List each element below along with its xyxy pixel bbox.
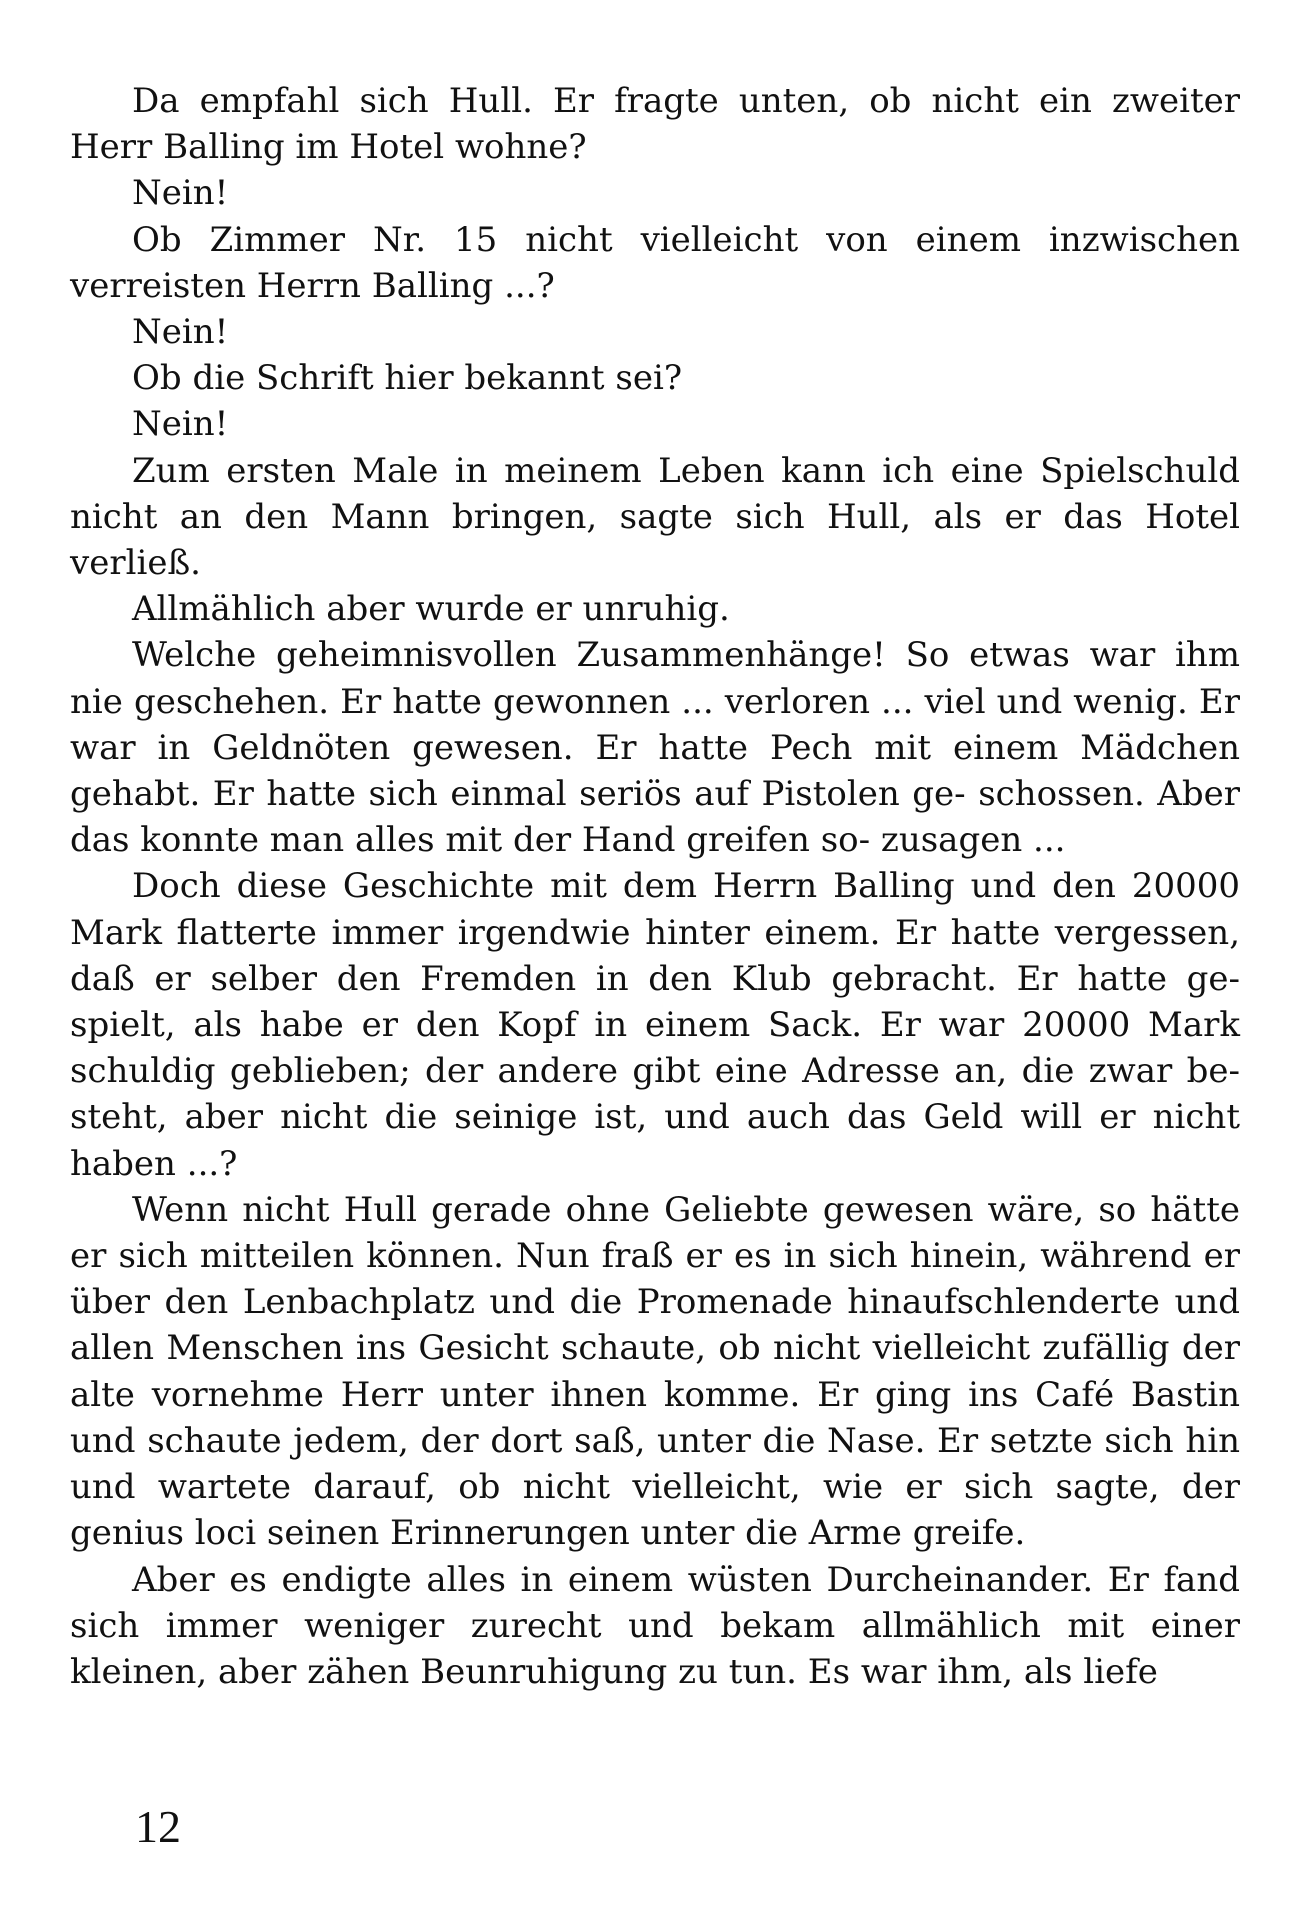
paragraph: Nein! <box>132 312 229 353</box>
page-number: 12 <box>135 1801 181 1852</box>
paragraph: Welche geheimnisvollen Zusammenhänge! So etwas war ihm nie geschehen. Er hatte gewonnen ... verloren ... viel und wenig. Er war in Geldnöten gewesen. Er hatte Pech mit einem Mädchen gehabt. Er hatte sich einmal seriös auf Pistolen ge- schossen. Aber das konnte man alles mit der Hand greifen so- zusagen ... <box>70 635 1240 861</box>
paragraph: Doch diese Geschichte mit dem Herrn Balling und den 20000 Mark flatterte immer irgendwie hinter einem. Er hatte vergessen, daß er selber den Fremden in den Klub gebracht. Er hatte ge- spielt, als habe er den Kopf in einem Sack. Er war 20000 Mark schuldig geblieben; der andere gibt eine Adresse an, die zwar be- steht, aber nicht die seinige ist, und auch das Geld will er nicht haben ...? <box>70 866 1240 1184</box>
paragraph: Da empfahl sich Hull. Er fragte unten, ob nicht ein zweiter Herr Balling im Hotel wohne? <box>70 81 1240 168</box>
paragraph: Nein! <box>132 404 229 445</box>
paragraph: Aber es endigte alles in einem wüsten Durcheinander. Er fand sich immer weniger zurecht und bekam allmählich mit einer kleinen, aber zähen Beunruhigung zu tun. Es war ihm, als liefe <box>70 1559 1240 1692</box>
paragraph: Allmählich aber wurde er unruhig. <box>132 589 730 630</box>
paragraph: Ob die Schrift hier bekannt sei? <box>132 358 683 399</box>
paragraph: Zum ersten Male in meinem Leben kann ich eine Spielschuld nicht an den Mann bringen, sagte sich Hull, als er das Hotel verließ. <box>70 450 1240 584</box>
paragraph: Wenn nicht Hull gerade ohne Geliebte gewesen wäre, so hätte er sich mitteilen können. Nun fraß er es in sich hinein, während er über den Lenbachplatz und die Promenade hinaufschlenderte und allen Menschen ins Gesicht schaute, ob nicht vielleicht zufällig der alte vornehme Herr unter ihnen komme. Er ging ins Café Bastin und schaute jedem, der dort saß, unter die Nase. Er setzte sich hin und wartete darauf, ob nicht vielleicht, wie er sich sagte, der genius loci seinen Erinnerungen unter die Arme greife. <box>70 1189 1240 1554</box>
paragraph: Ob Zimmer Nr. 15 nicht vielleicht von einem inzwischen verreisten Herrn Balling ...? <box>70 219 1240 306</box>
body-text <box>70 78 1240 1695</box>
paragraph: Nein! <box>132 173 229 214</box>
